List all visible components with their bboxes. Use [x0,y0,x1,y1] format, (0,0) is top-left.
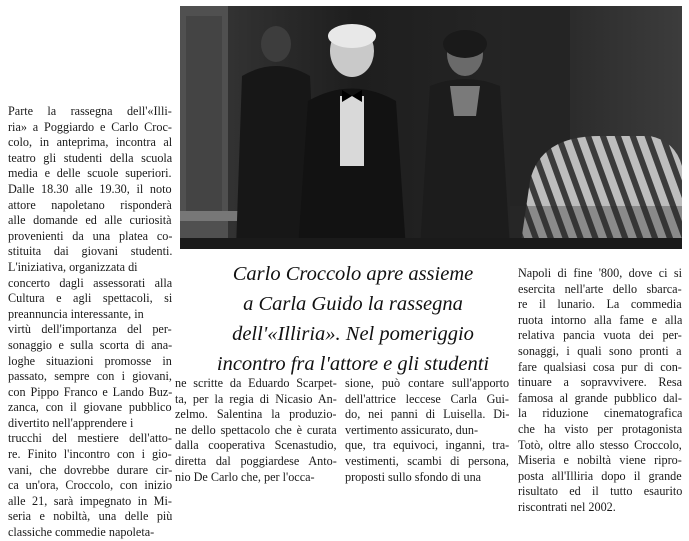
headline [188,259,518,379]
text-line: tinuare a sopravvivere. Resa [518,375,682,390]
stage-photo-image [180,6,682,249]
text-line: Parte la rassegna dell'«Illi- [8,104,172,118]
text-line: diretta dal poggiardese Anto- [175,453,337,468]
text-line: con Pippo Franco e Lando Buz- [8,384,172,399]
text-line: fare qualsiasi cosa pur di con- [518,359,682,374]
text-line: ne dello spettacolo che è curata [175,422,337,437]
text-line: relativa pancia vuota dei per- [518,328,682,343]
text-line: virtù dell'importanza del per- [8,322,172,337]
text-line: famosa al grande pubblico dal- [518,390,682,405]
text-line: vertimento assicurato, dun- [345,422,479,437]
text-line: attore napoletano risponderà [8,197,172,212]
text-line: vani, che dovrebbe durare cir- [8,462,172,477]
text-line: Napoli di fine '800, dove ci si [518,266,682,280]
text-line: sonaggio e sulla scorta di ana- [8,337,172,352]
text-line: classiche commedie napoleta- [8,525,155,540]
text-line: ne scritte da Eduardo Scarpet- [175,376,337,390]
text-line: alle 21, sarà impegnato in Mi- [8,493,172,508]
text-line: esercita nell'arte dello sbarca- [518,281,682,296]
text-line: que, tra equivoci, inganni, tra- [345,438,509,453]
text-line: nio De Carlo che, per l'occa- [175,469,315,484]
stage-photo [180,6,682,249]
headline-line: Carlo Croccolo apre assieme [232,263,474,285]
text-line: seria e nobiltà, una delle più [8,509,172,524]
text-line: L'iniziativa, organizzata di [8,259,138,274]
headline-line: a Carla Guido la rassegna [243,293,463,315]
text-line: Dalle 18.30 alle 19.30, il noto [8,181,172,196]
text-line: ca un'ora, Croccolo, con inizio [8,478,172,493]
text-line: zelmo. Salentina la produzio- [175,407,337,422]
text-line: la riduzione cinematografica [518,406,682,421]
text-line: colo, in anteprima, incontra al [8,135,172,150]
article-column-right [518,266,682,516]
text-line: Totò, oltre allo stesso Croccolo, [518,437,682,452]
text-line: do, nei panni di Luisella. Di- [345,407,509,422]
text-line: sione, può contare sull'apporto [345,376,509,390]
text-line: vestimenti, scambi di persona, [345,453,509,468]
text-line: re. Finito l'incontro con i gio- [8,447,172,462]
text-line: concerto dagli assessorati alla [8,275,172,290]
text-line: media e delle scuole superiori. [8,166,172,181]
text-line: ta, per la regia di Nicasio An- [175,391,337,406]
text-line: dell'attrice leccese Carla Gui- [345,391,509,406]
text-line: che ha visto per protagonista [518,421,682,436]
text-line: divertito nell'apprendere i [8,415,134,430]
text-line: preannuncia interessante, in [8,306,144,321]
headline-line: dell'«Illiria». Nel pomeriggio [232,323,474,345]
text-line: provenienti da una platea co- [8,228,172,243]
text-line: trucchi del mestiere dell'atto- [8,431,172,446]
text-line: posta all'Illiria dopo il grande [518,468,682,483]
text-line: ruota intorno alla fame e alla [518,312,682,327]
article-column-left [8,104,172,541]
article-column-middle-a [175,376,337,485]
text-line: Cultura e agli spettacoli, si [8,291,172,306]
text-line: riscontrati nel 2002. [518,499,616,514]
text-line: proposti sullo sfondo di una [345,469,482,484]
text-line: sonaggi, i quali sono pronti a [518,343,682,358]
text-line: alle domande ed alle curiosità [8,213,172,228]
text-line: zanca, con il giovane pubblico [8,400,172,415]
text-line: dalla cooperativa Scenastudio, [175,438,337,453]
text-line: loghe situazioni promosse in [8,353,172,368]
article-column-middle-b [345,376,509,485]
text-line: risultato ed il tutto esaurito [518,484,682,499]
text-line: ria» a Poggiardo e Carlo Croc- [8,119,172,134]
text-line: teatro gli studenti della scuola [8,150,172,165]
text-line: re il lunario. La commedia [518,297,682,312]
text-line: Miseria e nobiltà viene ripro- [518,453,682,468]
text-line: stituita dai giovani studenti. [8,244,172,259]
headline-line: incontro fra l'attore e gli studenti [216,353,490,375]
text-line: passato, sempre con i giovani, [8,369,172,384]
